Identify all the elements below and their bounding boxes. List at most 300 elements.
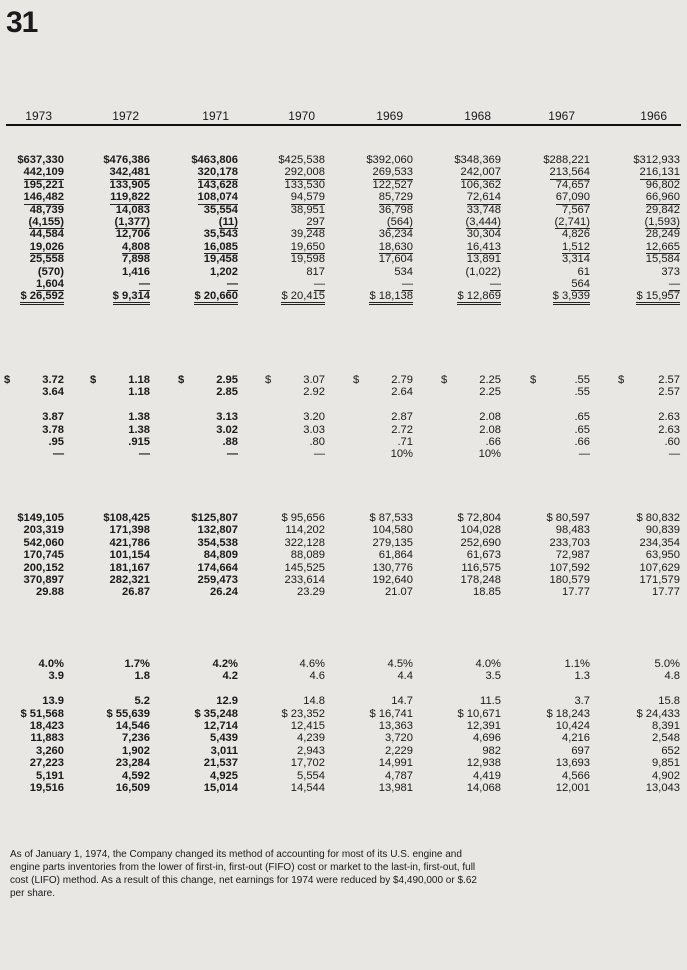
cell-value: 33,748 [466, 203, 501, 216]
cell-value: 195,221 [23, 178, 64, 191]
column-1969-g3 [353, 512, 413, 599]
table-cell [441, 770, 501, 782]
column-1968-g4 [441, 658, 501, 794]
cell-value: 9,851 [652, 757, 680, 770]
table-cell [90, 290, 150, 302]
cell-value: 3.07 [303, 374, 325, 386]
cell-value: 12,665 [645, 240, 680, 253]
cell-value: 2.85 [216, 386, 238, 399]
cell-value: 16,413 [466, 240, 501, 253]
cell-value: 5,439 [210, 732, 238, 745]
table-cell [441, 683, 501, 695]
cell-value: $ 26,592 [20, 291, 64, 304]
currency-symbol: $ [4, 374, 11, 386]
table-cell [353, 720, 413, 732]
table-cell [90, 191, 150, 203]
table-cell [618, 708, 680, 720]
cell-value: 1.1% [564, 658, 590, 670]
table-cell [265, 204, 325, 216]
cell-value: $ 9,314 [113, 291, 150, 304]
cell-value: 119,822 [110, 191, 150, 204]
table-cell [178, 745, 238, 757]
cell-value: $ 80,597 [546, 512, 590, 524]
cell-value: 216,131 [639, 166, 680, 179]
cell-value: 3.78 [42, 423, 64, 436]
table-cell [178, 562, 238, 574]
table-cell [353, 574, 413, 586]
cell-value: 101,154 [109, 549, 150, 562]
cell-value: (4,155) [28, 215, 64, 228]
cell-value: 130,776 [372, 561, 413, 574]
table-cell [178, 228, 238, 240]
table-cell [265, 720, 325, 732]
table-cell [4, 399, 64, 411]
table-cell [265, 154, 325, 166]
cell-value: 234,354 [639, 536, 680, 549]
cell-value: 133,530 [284, 178, 325, 191]
table-cell [353, 386, 413, 398]
cell-value: 10% [390, 448, 413, 461]
cell-value: 116,575 [461, 561, 501, 574]
year-header: 1971 [202, 109, 229, 123]
cell-value: 88,089 [290, 549, 325, 562]
table-cell [4, 424, 64, 436]
cell-value: 61 [577, 265, 590, 278]
table-cell [265, 290, 325, 302]
year-header: 1972 [112, 109, 139, 123]
cell-value: 192,640 [372, 573, 413, 586]
table-cell [265, 574, 325, 586]
table-cell [4, 253, 64, 265]
cell-value: 23.29 [297, 586, 325, 599]
table-cell [90, 411, 150, 423]
table-cell [178, 586, 238, 598]
cell-value: 19,458 [203, 253, 238, 266]
cell-value: 19,516 [29, 781, 64, 794]
cell-value: 26.87 [122, 586, 150, 599]
cell-value: 269,533 [372, 166, 413, 179]
cell-value: .80 [309, 435, 325, 448]
column-1968-g2 [441, 374, 501, 461]
table-cell [90, 266, 150, 278]
table-cell [618, 399, 680, 411]
table-cell [265, 191, 325, 203]
table-cell [4, 574, 64, 586]
table-cell [353, 562, 413, 574]
cell-value: 4,808 [122, 240, 150, 253]
table-cell [353, 757, 413, 769]
table-cell [530, 512, 590, 524]
table-cell [441, 253, 501, 265]
table-cell [618, 782, 680, 794]
table-cell [353, 549, 413, 561]
table-cell [178, 574, 238, 586]
column-1972-g3 [90, 512, 150, 599]
table-cell [178, 204, 238, 216]
table-cell [265, 386, 325, 398]
cell-value: 180,579 [549, 573, 590, 586]
table-cell [178, 253, 238, 265]
cell-value: 1.8 [134, 670, 150, 683]
table-cell [353, 695, 413, 707]
table-cell [530, 399, 590, 411]
cell-value: 29.88 [36, 586, 64, 599]
column-1973-g3 [4, 512, 64, 599]
cell-value: $463,806 [191, 154, 238, 166]
cell-value: — [226, 448, 238, 461]
cell-value: 2,943 [297, 744, 325, 757]
table-cell [90, 166, 150, 178]
cell-value: 203,319 [23, 524, 64, 537]
table-cell [353, 658, 413, 670]
cell-value: 3.03 [303, 423, 325, 436]
cell-value: 67,090 [555, 191, 590, 204]
cell-value: 5.0% [654, 658, 680, 670]
cell-value: 12,391 [466, 719, 501, 732]
cell-value: 11,883 [30, 732, 64, 745]
table-cell [265, 374, 325, 386]
cell-value: 13.9 [42, 695, 64, 708]
cell-value: 19,650 [290, 240, 325, 253]
table-cell [178, 782, 238, 794]
table-cell [530, 658, 590, 670]
cell-value: 17.77 [652, 586, 680, 599]
year-header: 1970 [288, 109, 315, 123]
table-cell [530, 782, 590, 794]
table-cell [4, 708, 64, 720]
table-cell [178, 670, 238, 682]
cell-value: 143,628 [197, 178, 238, 191]
table-cell [90, 424, 150, 436]
table-cell [4, 374, 64, 386]
cell-value: 107,629 [639, 561, 680, 574]
cell-value: 25,558 [29, 253, 64, 266]
table-cell [90, 562, 150, 574]
table-cell [178, 537, 238, 549]
table-cell [353, 745, 413, 757]
table-cell [353, 436, 413, 448]
cell-value: 15,584 [645, 253, 680, 266]
cell-value: 16,509 [115, 781, 150, 794]
cell-value: 4,216 [562, 732, 590, 745]
cell-value: 4,902 [652, 769, 680, 782]
cell-value: 10% [478, 448, 501, 461]
cell-value: — [138, 277, 150, 290]
cell-value: 171,579 [639, 573, 680, 586]
cell-value: 94,579 [290, 191, 325, 204]
table-cell [265, 179, 325, 191]
cell-value: $ 95,656 [281, 512, 325, 524]
table-cell [90, 228, 150, 240]
table-cell [441, 720, 501, 732]
cell-value: 4.5% [387, 658, 413, 670]
table-cell [353, 216, 413, 228]
table-cell [353, 166, 413, 178]
cell-value: 2.08 [479, 411, 501, 424]
cell-value: 171,398 [109, 524, 150, 537]
cell-value: 3,011 [210, 744, 238, 757]
cell-value: 4,787 [385, 769, 413, 782]
cell-value: 108,074 [197, 191, 238, 204]
cell-value: 15,014 [203, 781, 238, 794]
table-cell [265, 562, 325, 574]
table-cell [530, 770, 590, 782]
table-cell [441, 732, 501, 744]
cell-value: (11) [218, 215, 238, 228]
cell-value: 12,714 [203, 719, 238, 732]
table-cell [530, 708, 590, 720]
table-cell [265, 278, 325, 290]
table-cell [265, 424, 325, 436]
column-1973-g2 [4, 374, 64, 461]
cell-value: 106,362 [460, 178, 501, 191]
table-cell [265, 448, 325, 460]
cell-value: (3,444) [465, 215, 501, 228]
table-cell [265, 782, 325, 794]
table-cell [178, 179, 238, 191]
table-cell [530, 574, 590, 586]
cell-value: 3,314 [562, 253, 590, 266]
cell-value: 3.02 [216, 423, 238, 436]
table-cell [178, 266, 238, 278]
table-cell [618, 757, 680, 769]
cell-value: 2.63 [658, 423, 680, 436]
cell-value: $ 35,248 [194, 707, 238, 720]
column-1970-g3 [265, 512, 325, 599]
table-cell [618, 720, 680, 732]
column-1973-g1 [4, 154, 64, 303]
table-cell [618, 574, 680, 586]
cell-value: $ 12,869 [457, 291, 501, 304]
cell-value: 542,060 [23, 536, 64, 549]
table-cell [265, 695, 325, 707]
cell-value: 14,544 [290, 781, 325, 794]
cell-value: (1,022) [465, 265, 501, 278]
table-cell [441, 574, 501, 586]
table-cell [265, 683, 325, 695]
table-cell [618, 241, 680, 253]
cell-value: $ 18,243 [546, 707, 590, 720]
table-cell [353, 179, 413, 191]
cell-value: 564 [571, 277, 590, 290]
cell-value: 4.4 [397, 670, 413, 683]
cell-value: 252,690 [460, 536, 501, 549]
table-cell [265, 241, 325, 253]
cell-value: 4,826 [562, 228, 590, 241]
table-cell [618, 586, 680, 598]
table-cell [441, 228, 501, 240]
table-cell [178, 411, 238, 423]
cell-value: 38,951 [290, 203, 325, 216]
table-cell [178, 549, 238, 561]
cell-value: $ 16,741 [369, 707, 413, 720]
cell-value: 18,423 [29, 719, 64, 732]
table-cell [353, 278, 413, 290]
cell-value: 4.2% [212, 658, 238, 670]
table-cell [441, 424, 501, 436]
cell-value: 23,284 [115, 757, 150, 770]
cell-value: — [138, 448, 150, 461]
column-1972-g1 [90, 154, 150, 303]
column-1970-g2 [265, 374, 325, 461]
cell-value: 1,416 [122, 265, 150, 278]
cell-value: 3.13 [216, 411, 238, 424]
cell-value: $ 20,660 [194, 291, 238, 304]
cell-value: 3.64 [42, 386, 64, 399]
page-number: 31 [6, 6, 38, 39]
cell-value: 14,546 [115, 719, 150, 732]
year-header: 1966 [640, 109, 667, 123]
cell-value: 322,128 [284, 536, 325, 549]
table-cell [265, 166, 325, 178]
table-cell [530, 216, 590, 228]
table-cell [90, 374, 150, 386]
cell-value: 1,604 [36, 277, 64, 290]
cell-value: 12,001 [555, 781, 590, 794]
column-1968-g1 [441, 154, 501, 303]
cell-value: (2,741) [554, 215, 590, 228]
cell-value: 292,008 [284, 166, 325, 179]
table-cell [265, 228, 325, 240]
cell-value: 3.72 [42, 374, 64, 386]
table-cell [618, 732, 680, 744]
cell-value: 18,630 [378, 240, 413, 253]
cell-value: 3.5 [485, 670, 501, 683]
table-cell [618, 166, 680, 178]
table-cell [618, 524, 680, 536]
cell-value: 342,481 [109, 166, 150, 179]
footnote: As of January 1, 1974, the Company changed its method of accounting for most of its U.S. engine and engine parts inventories from the lower of first-in, first-out (FIFO) cost or market to the last-in, first-out, full cost (LIFO) method. As a result of this change, net earnings for 1974 were reduced by $4,490,000 or $.62 per share. [10, 849, 477, 899]
cell-value: 3.87 [42, 411, 64, 424]
table-cell [265, 770, 325, 782]
table-cell [530, 670, 590, 682]
table-cell [618, 424, 680, 436]
table-cell [530, 253, 590, 265]
cell-value: $288,221 [543, 154, 590, 166]
table-cell [178, 695, 238, 707]
table-cell [265, 524, 325, 536]
table-cell [530, 757, 590, 769]
cell-value: 61,673 [466, 549, 501, 562]
table-cell [265, 266, 325, 278]
table-cell [530, 386, 590, 398]
cell-value: 2.25 [479, 374, 501, 386]
table-cell [353, 266, 413, 278]
table-cell [530, 720, 590, 732]
cell-value: 17,604 [378, 253, 413, 266]
cell-value: $392,060 [366, 154, 413, 166]
cell-value: $ 55,639 [106, 707, 150, 720]
cell-value: 29,842 [645, 203, 680, 216]
cell-value: 297 [306, 215, 325, 228]
table-cell [618, 191, 680, 203]
cell-value: 652 [661, 744, 680, 757]
cell-value: — [313, 448, 325, 461]
table-cell [618, 204, 680, 216]
cell-value: 12,415 [290, 719, 325, 732]
table-cell [618, 562, 680, 574]
cell-value: — [668, 277, 680, 290]
cell-value: 13,693 [555, 757, 590, 770]
table-cell [441, 179, 501, 191]
cell-value: 1.7% [124, 658, 150, 670]
table-cell [90, 524, 150, 536]
table-cell [4, 745, 64, 757]
table-cell [4, 720, 64, 732]
cell-value: 5,191 [36, 769, 64, 782]
table-cell [530, 179, 590, 191]
table-cell [530, 411, 590, 423]
cell-value: 5,554 [297, 769, 325, 782]
table-cell [353, 770, 413, 782]
table-cell [90, 683, 150, 695]
cell-value: $ 3,939 [553, 291, 590, 304]
table-cell [4, 179, 64, 191]
cell-value: — [668, 448, 680, 461]
table-cell [4, 512, 64, 524]
table-cell [4, 204, 64, 216]
cell-value: 39,248 [290, 228, 325, 241]
table-cell [4, 166, 64, 178]
cell-value: 5.2 [134, 695, 150, 708]
cell-value: 4,592 [122, 769, 150, 782]
cell-value: 14.8 [303, 695, 325, 708]
table-cell [90, 586, 150, 598]
table-cell [90, 720, 150, 732]
table-cell [4, 191, 64, 203]
cell-value: .65 [574, 423, 590, 436]
cell-value: 11.5 [480, 695, 501, 708]
cell-value: 133,905 [109, 178, 150, 191]
table-cell [4, 732, 64, 744]
cell-value: 3.20 [303, 411, 325, 424]
cell-value: 96,802 [645, 178, 680, 191]
table-cell [441, 290, 501, 302]
column-1971-g1 [178, 154, 238, 303]
table-cell [90, 253, 150, 265]
table-cell [441, 695, 501, 707]
cell-value: 4.0% [38, 658, 64, 670]
cell-value: 4.6 [309, 670, 325, 683]
cell-value: 181,167 [109, 561, 150, 574]
cell-value: $348,369 [454, 154, 501, 166]
table-cell [265, 732, 325, 744]
table-cell [353, 537, 413, 549]
cell-value: 2.87 [391, 411, 413, 424]
cell-value: 35,543 [203, 228, 238, 241]
currency-symbol: $ [618, 374, 625, 386]
column-1970-g4 [265, 658, 325, 794]
cell-value: 48,739 [29, 203, 64, 216]
cell-value: 13,891 [466, 253, 501, 266]
table-cell [4, 524, 64, 536]
cell-value: 72,987 [555, 549, 590, 562]
table-cell [178, 166, 238, 178]
cell-value: 370,897 [23, 573, 64, 586]
table-cell [4, 241, 64, 253]
cell-value: .66 [574, 435, 590, 448]
table-cell [4, 386, 64, 398]
table-cell [441, 448, 501, 460]
table-cell [178, 386, 238, 398]
cell-value: 7,236 [122, 732, 150, 745]
table-cell [178, 708, 238, 720]
cell-value: 1.18 [128, 374, 150, 386]
cell-value: .55 [574, 386, 590, 399]
table-cell [441, 386, 501, 398]
table-cell [90, 537, 150, 549]
table-cell [353, 228, 413, 240]
